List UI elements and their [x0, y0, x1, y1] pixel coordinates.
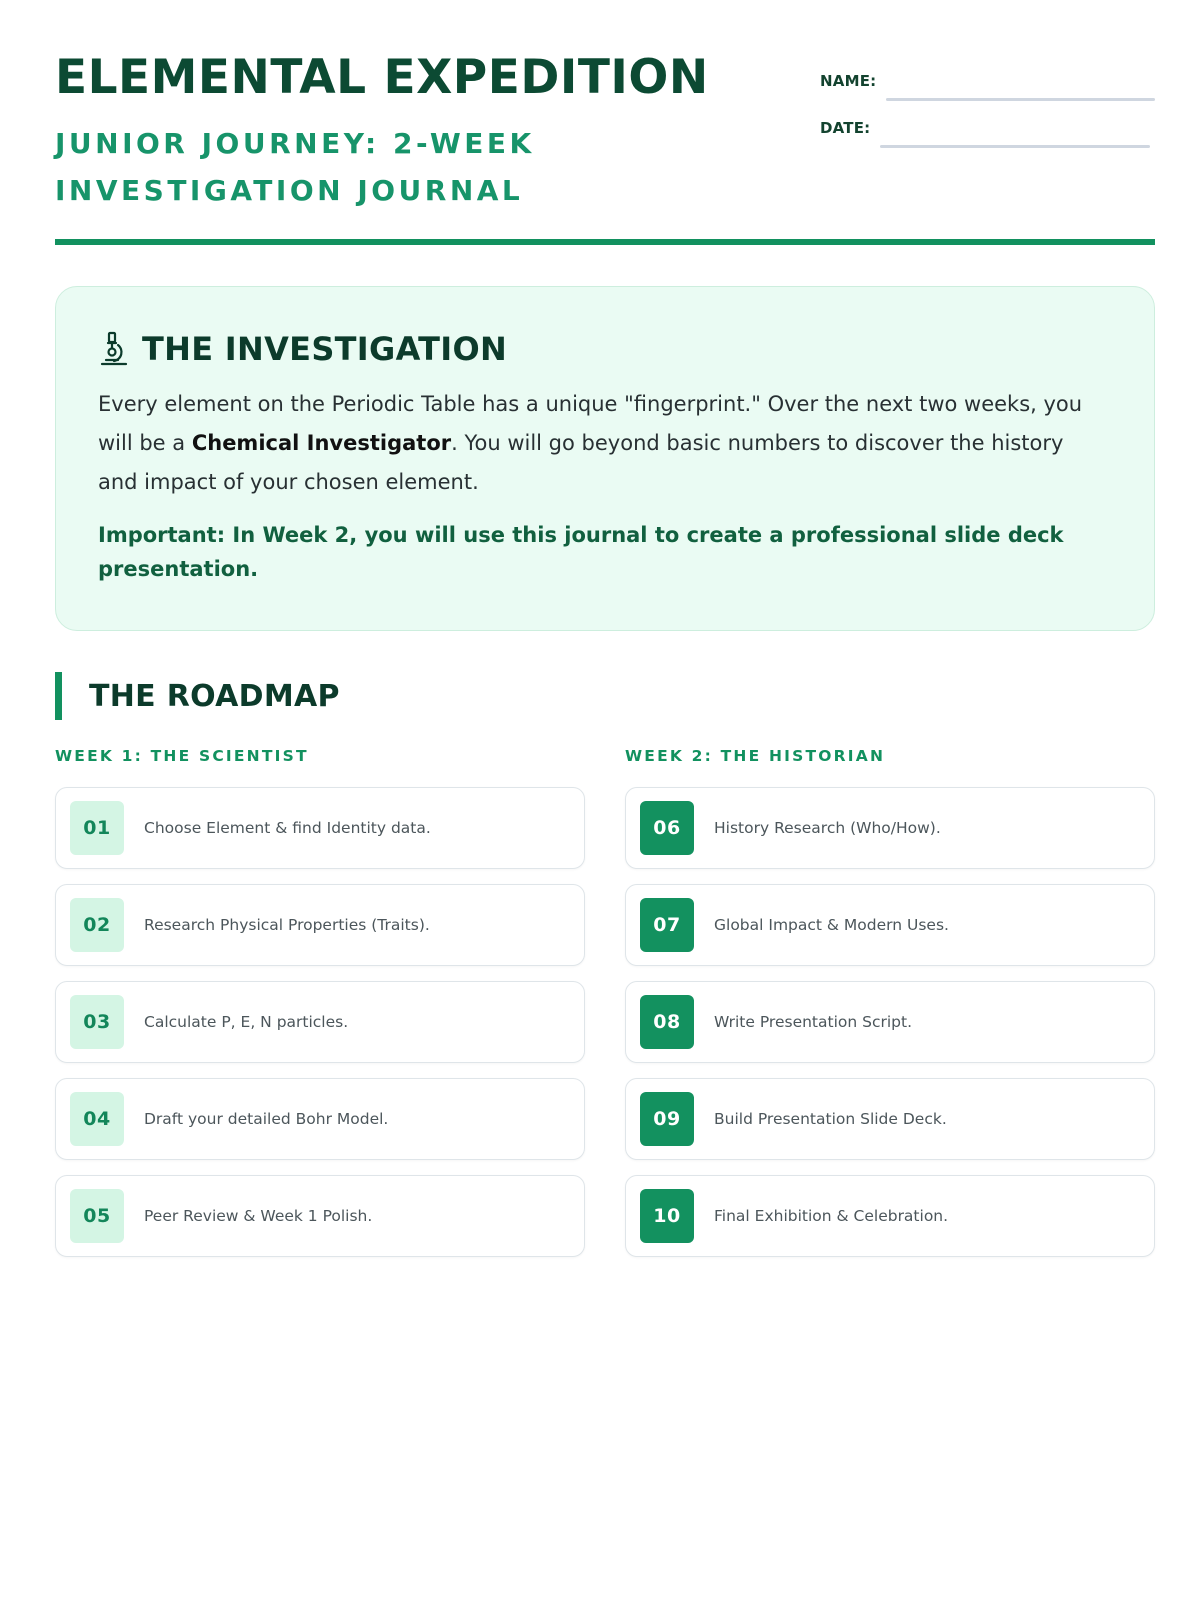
task-text: Draft your detailed Bohr Model.	[144, 1110, 389, 1128]
chemical-investigator-term: Chemical Investigator	[191, 431, 452, 455]
page-title: ELEMENTAL EXPEDITION	[55, 50, 709, 105]
week-1-label: WEEK 1: THE SCIENTIST	[55, 747, 309, 765]
task-item	[55, 1078, 585, 1160]
task-item	[55, 981, 585, 1063]
header-divider	[55, 239, 1155, 245]
task-item	[625, 787, 1155, 869]
task-number: 01	[70, 801, 124, 855]
task-item	[625, 981, 1155, 1063]
microscope-icon	[98, 331, 130, 367]
task-item	[55, 884, 585, 966]
investigation-description	[98, 385, 1108, 502]
task-number: 06	[640, 801, 694, 855]
page-header	[55, 50, 1155, 210]
week-2-column	[625, 745, 1155, 1257]
task-number: 05	[70, 1189, 124, 1243]
roadmap-accent-bar	[55, 672, 62, 720]
task-text: Global Impact & Modern Uses.	[714, 916, 949, 934]
investigation-heading	[98, 327, 1114, 371]
task-number: 10	[640, 1189, 694, 1243]
task-text: Write Presentation Script.	[714, 1013, 913, 1031]
date-label: DATE:	[820, 119, 871, 137]
task-item	[625, 884, 1155, 966]
task-text: Research Physical Properties (Traits).	[144, 916, 430, 934]
task-number: 07	[640, 898, 694, 952]
name-input-line[interactable]	[886, 98, 1155, 101]
task-item	[625, 1078, 1155, 1160]
important-note: Important: In Week 2, you will use this journal to create a professional slide deck presentation.	[98, 523, 1064, 581]
task-number: 08	[640, 995, 694, 1049]
investigation-title: THE INVESTIGATION	[142, 330, 508, 368]
task-number: 03	[70, 995, 124, 1049]
task-item	[55, 1175, 585, 1257]
task-text: History Research (Who/How).	[714, 819, 941, 837]
name-field[interactable]	[820, 68, 1155, 104]
task-text: Peer Review & Week 1 Polish.	[144, 1207, 373, 1225]
week-2-label: WEEK 2: THE HISTORIAN	[625, 747, 886, 765]
task-text: Final Exhibition & Celebration.	[714, 1207, 949, 1225]
investigation-panel	[55, 286, 1155, 631]
task-number: 02	[70, 898, 124, 952]
roadmap-heading	[55, 672, 340, 720]
task-text: Choose Element & find Identity data.	[144, 819, 431, 837]
description-text-part1: Every element on the Periodic Table has a unique "fingerprint." Over the next two weeks, you will be a	[98, 392, 1083, 455]
date-input-line[interactable]	[880, 145, 1150, 148]
week-1-column	[55, 745, 585, 1257]
description-text-part2: . You will go beyond basic numbers to discover the history and impact of your chosen element.	[98, 431, 1064, 494]
task-number: 09	[640, 1092, 694, 1146]
task-item	[55, 787, 585, 869]
task-number: 04	[70, 1092, 124, 1146]
name-label: NAME:	[820, 72, 877, 90]
task-text: Build Presentation Slide Deck.	[714, 1110, 947, 1128]
date-field[interactable]	[820, 115, 1155, 151]
roadmap-title: THE ROADMAP	[89, 678, 340, 714]
task-text: Calculate P, E, N particles.	[144, 1013, 349, 1031]
task-item	[625, 1175, 1155, 1257]
page-subtitle: JUNIOR JOURNEY: 2-WEEK INVESTIGATION JOURNAL	[55, 127, 535, 207]
